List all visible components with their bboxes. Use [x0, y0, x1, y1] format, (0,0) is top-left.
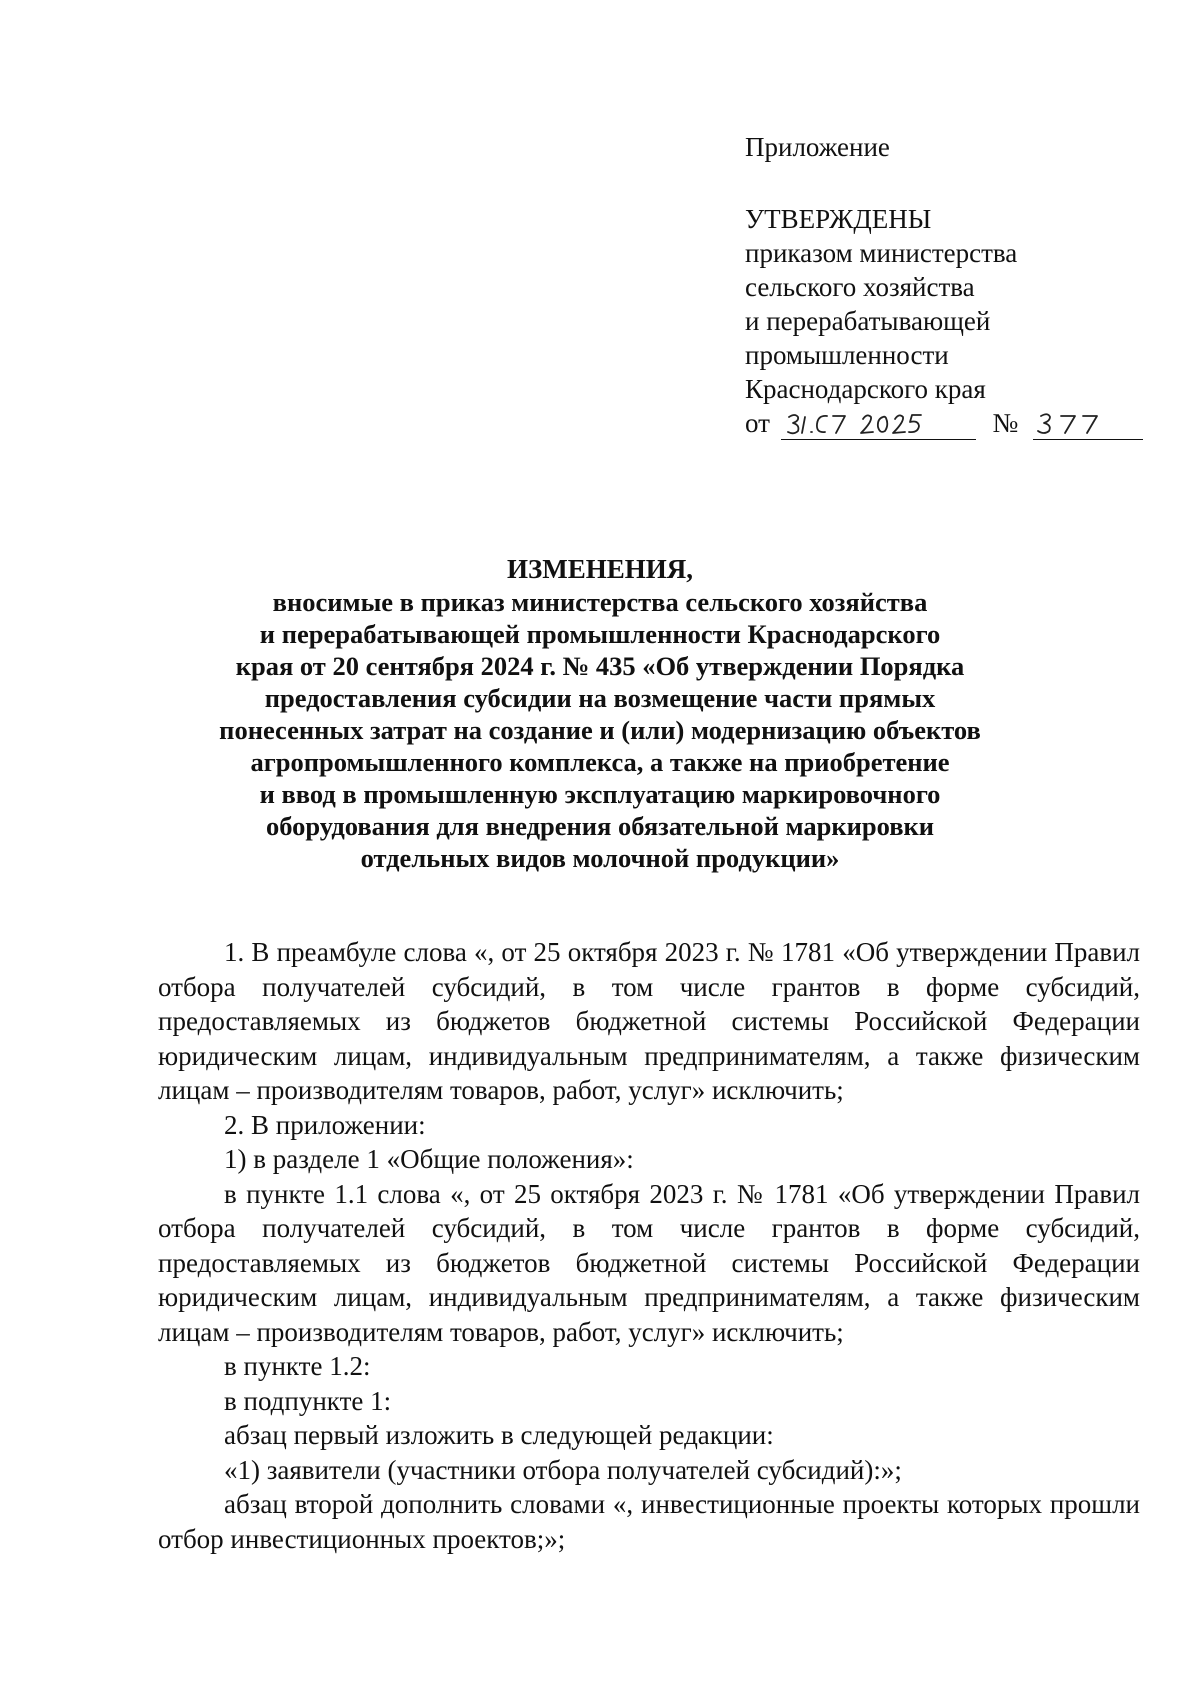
approval-stamp: [745, 130, 1165, 444]
date-number-line: [745, 406, 1165, 444]
paragraph-7: абзац первый изложить в следующей редакции:: [224, 1420, 774, 1450]
approval-line: приказом министерства: [745, 238, 1018, 268]
heading-line: края от 20 сентября 2024 г. № 435 «Об утверждении Порядка: [235, 651, 965, 681]
paragraph-4: в пункте 1.1 слова «, от 25 октября 2023 г. № 1781 «Об утверждении Правил отбора получателей субсидий, в том числе грантов в форме субсидий, предоставляемых из бюджетов бюджетной системы Российской Федерации юридическим лицам, индивидуальным предпринимателям, а также физическим лицам – производителям товаров, работ, услуг» исключить;: [158, 1178, 1140, 1347]
handwritten-date: [781, 407, 976, 440]
document-heading: [150, 553, 1050, 874]
approved-label: УТВЕРЖДЕНЫ: [745, 204, 932, 234]
document-title: ИЗМЕНЕНИЯ,: [506, 554, 693, 584]
heading-line: агропромышленного комплекса, а также на приобретение: [250, 747, 950, 777]
heading-line: вносимые в приказ министерства сельского хозяйства: [272, 587, 928, 617]
heading-line: оборудования для внедрения обязательной маркировки: [265, 811, 935, 841]
paragraph-3: 1) в разделе 1 «Общие положения»:: [224, 1144, 634, 1174]
heading-line: и перерабатывающей промышленности Краснодарского: [259, 619, 941, 649]
handwritten-number: [1033, 407, 1143, 440]
document-body: [158, 935, 1140, 1556]
number-prefix: №: [992, 408, 1019, 438]
heading-line: предоставления субсидии на возмещение части прямых: [264, 683, 936, 713]
paragraph-9: абзац второй дополнить словами «, инвестиционные проекты которых прошли отбор инвестиционных проектов;»;: [158, 1489, 1140, 1554]
paragraph-2: 2. В приложении:: [224, 1109, 426, 1140]
approval-line: и перерабатывающей: [745, 306, 991, 336]
handwritten-date-signature: [781, 407, 976, 439]
paragraph-1: 1. В преамбуле слова «, от 25 октября 2023 г. № 1781 «Об утверждении Правил отбора получателей субсидий, в том числе грантов в форме субсидий, предоставляемых из бюджетов бюджетной системы Российской Федерации юридическим лицам, индивидуальным предпринимателям, а также физическим лицам – производителям товаров, работ, услуг» исключить;: [158, 937, 1140, 1105]
handwritten-number-signature: [1033, 407, 1143, 439]
heading-line: отдельных видов молочной продукции»: [360, 843, 840, 873]
paragraph-5: в пункте 1.2:: [224, 1351, 371, 1381]
appendix-label: Приложение: [745, 132, 890, 162]
date-prefix: от: [745, 408, 770, 438]
approval-line: Краснодарского края: [745, 374, 986, 404]
heading-line: и ввод в промышленную эксплуатацию маркировочного: [259, 779, 941, 809]
approval-line: промышленности: [745, 340, 949, 370]
heading-line: понесенных затрат на создание и (или) модернизацию объектов: [219, 715, 981, 745]
approval-line: сельского хозяйства: [745, 272, 975, 302]
paragraph-6: в подпункте 1:: [224, 1385, 392, 1416]
paragraph-8: «1) заявители (участники отбора получателей субсидий):»;: [224, 1454, 902, 1485]
